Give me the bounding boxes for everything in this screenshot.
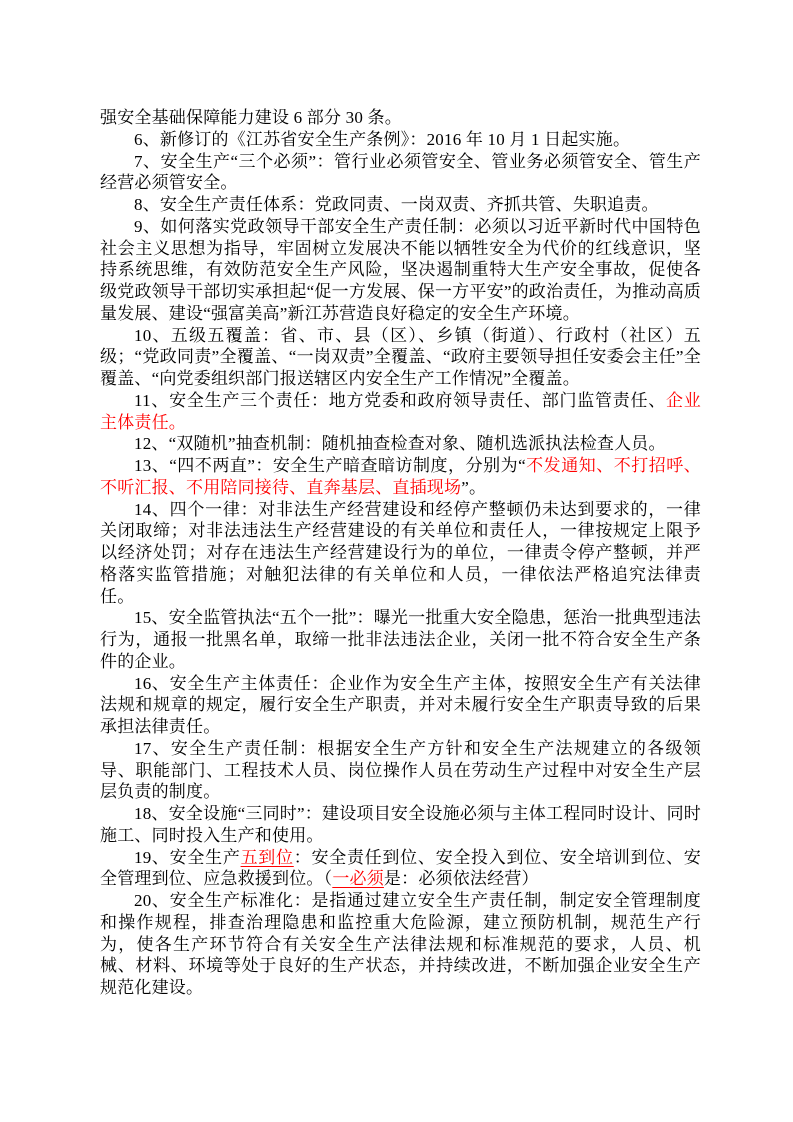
text-run: ：安全责任到位、安全投入到位、安全培训到位、安全管理到位、应急救援到位。（ — [100, 847, 701, 889]
document-body — [100, 107, 701, 999]
paragraph-7 — [100, 433, 701, 455]
text-run: 13、“四不两直”：安全生产暗查暗访制度，分别为“ — [134, 456, 526, 475]
paragraph-8 — [100, 455, 701, 499]
paragraph-2 — [100, 151, 701, 195]
text-run: 18、安全设施“三同时”：建设项目安全设施必须与主体工程同时设计、同时施工、同时投入生产和使用。 — [100, 804, 701, 845]
paragraph-6 — [100, 390, 701, 434]
text-run: ”。 — [461, 477, 487, 497]
text-run: 10、五级五覆盖：省、市、县（区）、乡镇（街道）、行政村（社区）五级；“党政同责”全覆盖、“一岗双责”全覆盖、“政府主要领导担任安委会主任”全覆盖、“向党委组织部门报送辖区内安全生产工作情况”全覆盖。 — [100, 325, 701, 388]
paragraph-1 — [100, 129, 701, 151]
paragraph-11 — [100, 673, 701, 738]
text-run: 9、如何落实党政领导干部安全生产责任制：必须以习近平新时代中国特色社会主义思想为指导，牢固树立发展决不能以牺牲安全为代价的红线意识，坚持系统思维，有效防范安全生产风险，坚决遏制重特大生产安全事故，促使各级党政领导干部切实承担起“促一方发展、保一方平安”的政治责任，为推动高质量发展、建设“强富美高”新江苏营造良好稳定的安全生产环境。 — [100, 216, 701, 323]
highlighted-text-run: 一必须 — [332, 869, 384, 889]
paragraph-14 — [100, 847, 701, 891]
text-run: 20、安全生产标准化：是指通过建立安全生产责任制，制定安全管理制度和操作规程，排查治理隐患和监控重大危险源，建立预防机制，规范生产行为，使各生产环节符合有关安全生产法律法规和标准规范的要求，人员、机械、材料、环境等处于良好的生产状态，并持续改进，不断加强企业安全生产规范化建设。 — [100, 891, 701, 997]
text-run: 11、安全生产三个责任：地方党委和政府领导责任、部门监管责任、 — [134, 390, 667, 410]
text-run: 16、安全生产主体责任：企业作为安全生产主体，按照安全生产有关法律法规和规章的规定，履行安全生产职责，并对未履行安全生产职责导致的后果承担法律责任。 — [100, 673, 701, 736]
text-run: 强安全基础保障能力建设 6 部分 30 条。 — [100, 108, 402, 127]
paragraph-13 — [100, 803, 701, 847]
paragraph-5 — [100, 325, 701, 390]
text-run: 6、新修订的《江苏省安全生产条例》：2016 年 10 月 1 日起实施。 — [134, 129, 631, 149]
paragraph-10 — [100, 607, 701, 672]
text-run: 14、四个一律：对非法生产经营建设和经停产整顿仍未达到要求的，一律关闭取缔；对非法违法生产经营建设的有关单位和责任人，一律按规定上限予以经济处罚；对存在违法生产经营建设行为的单位，一律责令停产整顿，并严格落实监管措施；对触犯法律的有关单位和人员，一律依法严格追究法律责任。 — [100, 499, 701, 606]
text-run: 是：必须依法经营） — [383, 869, 539, 889]
highlighted-text-run: 不发通知、不打招呼、不听汇报、不用陪同接待、直奔基层、直插现场 — [100, 456, 701, 497]
text-run: 19、安全生产 — [134, 847, 241, 867]
paragraph-12 — [100, 738, 701, 803]
paragraph-0 — [100, 107, 701, 129]
text-run: 8、安全生产责任体系：党政同责、一岗双责、齐抓共管、失职追责。 — [134, 195, 659, 214]
paragraph-3 — [100, 194, 701, 216]
text-run: 7、安全生产“三个必须”：管行业必须管安全、管业务必须管安全、管生产经营必须管安全。 — [100, 151, 701, 193]
text-run: 12、“双随机”抽查机制：随机抽查检查对象、随机选派执法检查人员。 — [134, 434, 666, 454]
text-run: 17、安全生产责任制：根据安全生产方针和安全生产法规建立的各级领导、职能部门、工程技术人员、岗位操作人员在劳动生产过程中对安全生产层层负责的制度。 — [100, 738, 701, 802]
paragraph-9 — [100, 499, 701, 608]
highlighted-text-run: 五到位 — [240, 847, 294, 867]
text-run: 15、安全监管执法“五个一批”：曝光一批重大安全隐患，惩治一批典型违法行为，通报一批黑名单，取缔一批非法违法企业，关闭一批不符合安全生产条件的企业。 — [100, 608, 701, 671]
paragraph-4 — [100, 216, 701, 325]
paragraph-15 — [100, 890, 701, 999]
highlighted-text-run: 企业主体责任。 — [100, 390, 701, 432]
